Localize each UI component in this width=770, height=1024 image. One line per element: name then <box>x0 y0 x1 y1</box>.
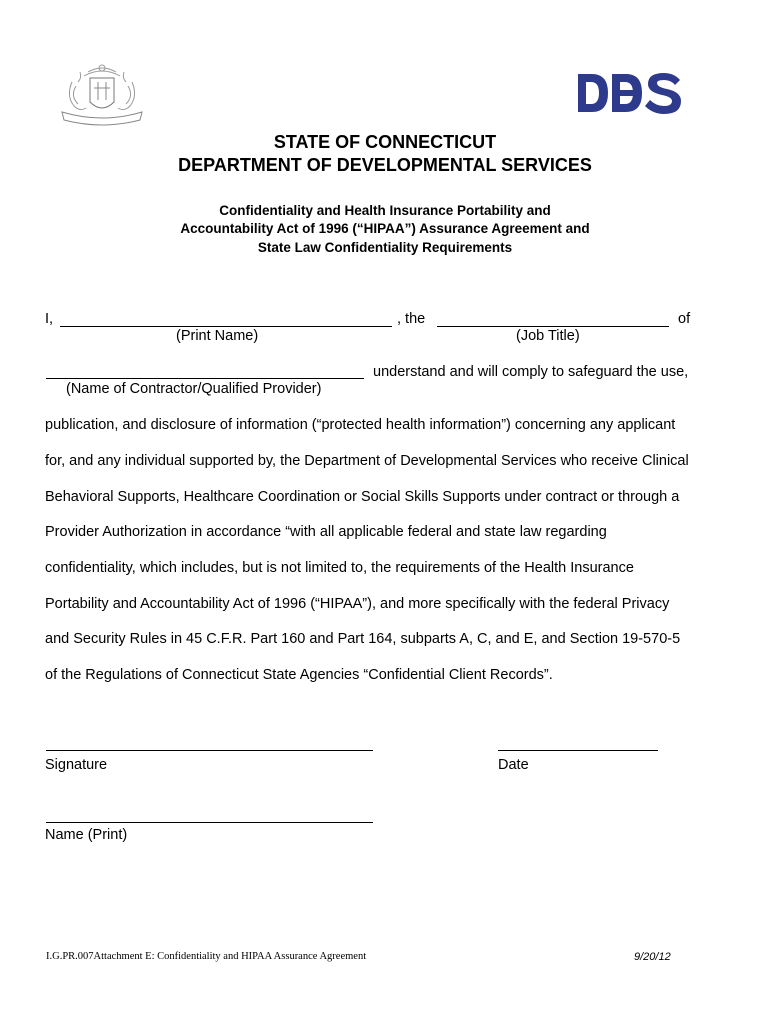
signature-label: Signature <box>45 757 108 773</box>
body-line: Portability and Accountability Act of 1996 (“HIPAA”), and more specifically with the federal Privacy <box>45 596 670 612</box>
title-department: DEPARTMENT OF DEVELOPMENTAL SERVICES <box>178 155 592 175</box>
contractor-caption: (Name of Contractor/Qualified Provider) <box>66 381 322 397</box>
i-prefix: I, <box>45 311 54 327</box>
body-line: and Security Rules in 45 C.F.R. Part 160 and Part 164, subparts A, C, and E, and Section 19-570-5 <box>45 631 681 647</box>
date-field[interactable] <box>498 750 658 751</box>
body-line: for, and any individual supported by, the Department of Developmental Services who receive Clinical <box>45 453 689 469</box>
subtitle-line-2: Accountability Act of 1996 (“HIPAA”) Assurance Agreement and <box>180 221 590 236</box>
body-line: Provider Authorization in accordance “with all applicable federal and state law regarding <box>45 524 607 540</box>
name-print-field[interactable] <box>46 822 373 823</box>
footer-document-id: I.G.PR.007Attachment E: Confidentiality and HIPAA Assurance Agreement <box>46 951 367 962</box>
subtitle-line-3: State Law Confidentiality Requirements <box>257 240 513 255</box>
subtitle-line-1: Confidentiality and Health Insurance Portability and <box>219 203 551 218</box>
footer-date: 9/20/12 <box>634 951 671 963</box>
body-line: Behavioral Supports, Healthcare Coordination or Social Skills Supports under contract or through a <box>45 489 680 505</box>
signature-field[interactable] <box>46 750 373 751</box>
understand-text: understand and will comply to safeguard the use, <box>373 364 689 380</box>
of-text: of <box>678 311 691 327</box>
body-line: confidentiality, which includes, but is not limited to, the requirements of the Health Insurance <box>45 560 634 576</box>
date-label: Date <box>498 757 529 773</box>
body-line: publication, and disclosure of information (“protected health information”) concerning any applicant <box>45 417 676 433</box>
print-name-caption: (Print Name) <box>176 328 259 344</box>
title-state: STATE OF CONNECTICUT <box>273 132 497 152</box>
connecticut-state-seal-icon <box>58 62 146 130</box>
name-print-label: Name (Print) <box>45 827 128 843</box>
job-title-caption: (Job Title) <box>516 328 580 344</box>
comma-the-text: , the <box>397 311 426 327</box>
body-line: of the Regulations of Connecticut State Agencies “Confidential Client Records”. <box>45 667 553 683</box>
dds-logo <box>576 70 686 116</box>
contractor-name-field[interactable] <box>46 378 364 379</box>
